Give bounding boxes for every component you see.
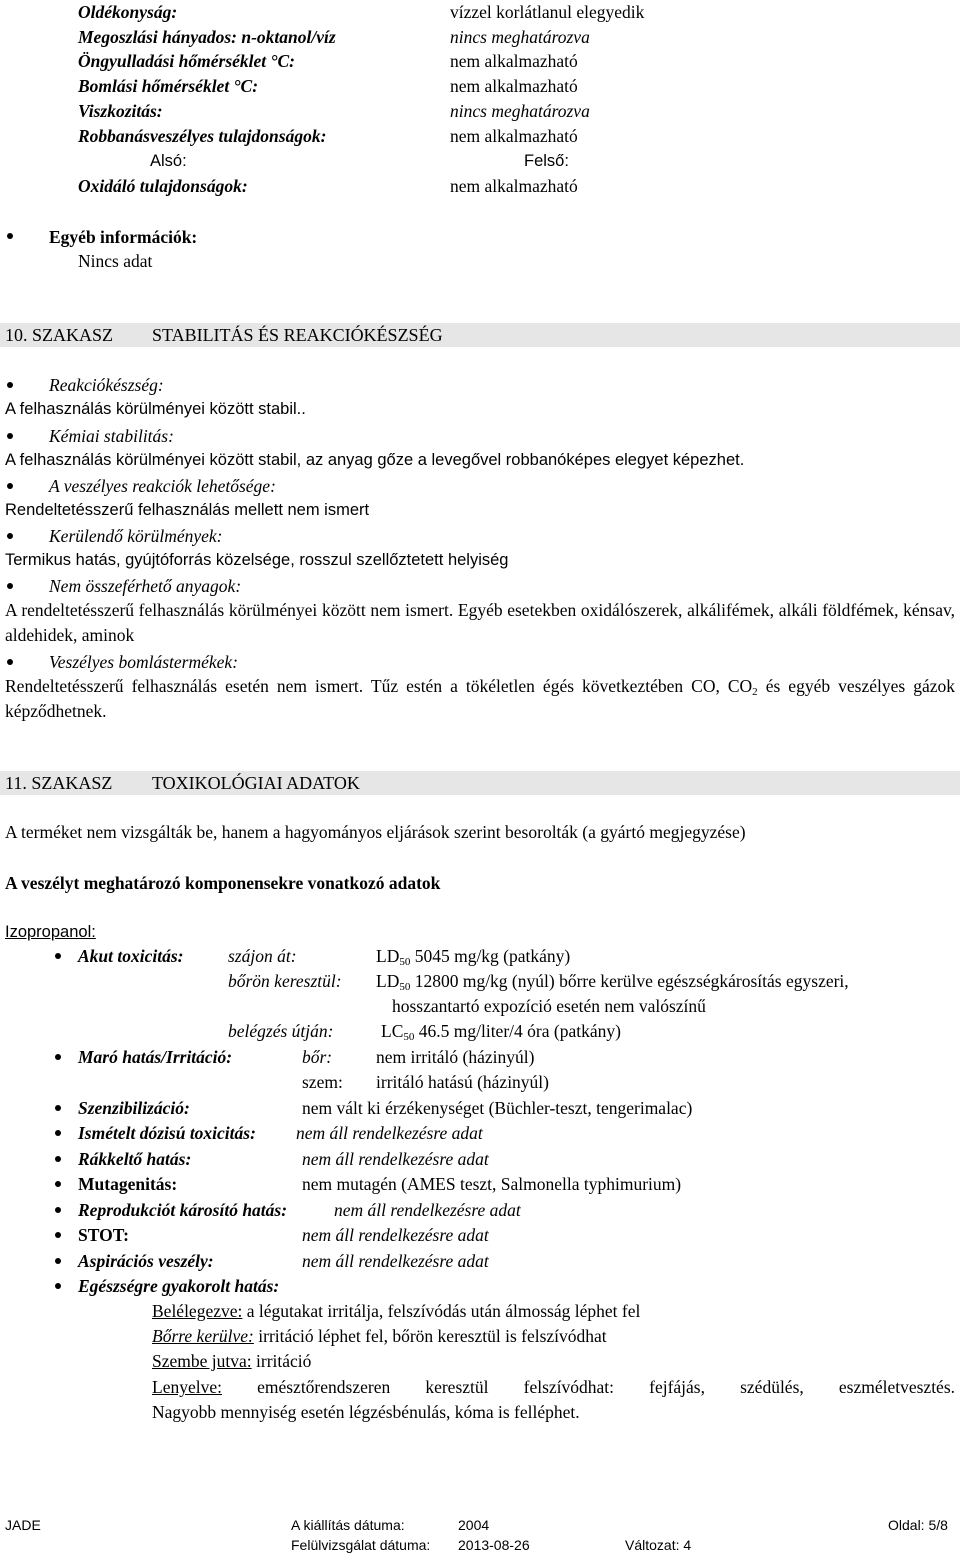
toxicology-intro: A terméket nem vizsgálták be, hanem a hagyományos eljárások szerint besorolták (a gyártó megjegyzése) (5, 822, 746, 842)
incompatible-materials-heading: Nem összeférhető anyagok: (49, 576, 242, 596)
eye-effect: Szembe jutva: irritáció (152, 1351, 312, 1371)
prop-label-solubility: Oldékonyság: (78, 2, 178, 22)
bullet-icon (55, 1156, 61, 1162)
prop-value-viscosity: nincs meghatározva (450, 101, 590, 121)
reactivity-heading: Reakciókészség: (49, 375, 164, 395)
section-11-number: 11. SZAKASZ (5, 773, 113, 793)
footer-review-value: 2013-08-26 (458, 1537, 530, 1553)
upper-limit-label: Felső: (524, 152, 569, 170)
inhalation-effect: Belélegezve: a légutakat irritálja, felszívódás után álmosság léphet fel (152, 1301, 641, 1321)
bullet-icon (7, 483, 13, 489)
bullet-icon (55, 1207, 61, 1213)
skin-route: bőr: (302, 1047, 333, 1067)
decomposition-products-text: Rendeltetésszerű felhasználás esetén nem ismert. Tűz estén a tökéletlen égés következtében CO, $CO_2$ és egyéb veszélyes gázok képződhetnek. (5, 676, 955, 721)
chemical-stability-text: A felhasználás körülményei között stabil, az anyag gőze a levegővel robbanóképes elegyet képezhet. (5, 451, 745, 469)
section-10-header (0, 323, 960, 347)
skin-effect: Bőrre kerülve: irritáció léphet fel, bőrön keresztül is felszívódhat (152, 1326, 607, 1346)
aspiration-label: Aspirációs veszély: (78, 1251, 214, 1271)
components-subheading: A veszélyt meghatározó komponensekre vonatkozó adatok (5, 873, 441, 893)
other-info-heading: Egyéb információk: (49, 227, 198, 247)
bullet-icon (7, 233, 13, 239)
stot-label: STOT: (78, 1225, 129, 1245)
reproductive-label: Reprodukciót károsító hatás: (78, 1200, 288, 1220)
skin-value: nem irritáló (házinyúl) (376, 1047, 535, 1067)
footer-issue-label: A kiállítás dátuma: (291, 1517, 405, 1533)
bullet-icon (55, 1105, 61, 1111)
inhalation-route: belégzés útján: (228, 1021, 334, 1041)
prop-label-autoignition: Öngyulladási hőmérséklet °C: (78, 51, 296, 71)
swallow-effect-cont: Nagyobb mennyiség esetén légzésbénulás, kóma is felléphet. (152, 1402, 580, 1422)
bullet-icon (7, 433, 13, 439)
mutagenicity-label: Mutagenitás: (78, 1174, 178, 1194)
lower-limit-label: Alsó: (150, 152, 187, 170)
section-10-number: 10. SZAKASZ (5, 325, 114, 345)
health-effects-label: Egészségre gyakorolt hatás: (78, 1276, 280, 1296)
bullet-icon (7, 382, 13, 388)
prop-label-explosive: Robbanásveszélyes tulajdonságok: (78, 126, 327, 146)
conditions-to-avoid-heading: Kerülendő körülmények: (49, 526, 223, 546)
bullet-icon (55, 953, 61, 959)
acute-toxicity-label: Akut toxicitás: (78, 946, 184, 966)
inhalation-value: $LC_{50}$ 46.5 mg/liter/4 óra (patkány) (381, 1021, 621, 1043)
sensitization-label: Szenzibilizáció: (78, 1098, 190, 1118)
stot-value: nem áll rendelkezésre adat (302, 1225, 489, 1245)
footer-version: Változat: 4 (625, 1537, 692, 1553)
other-info-value: Nincs adat (78, 251, 153, 271)
prop-value-decomposition: nem alkalmazható (450, 76, 578, 96)
decomposition-products-heading: Veszélyes bomlástermékek: (49, 652, 239, 672)
eye-route: szem: (302, 1072, 343, 1092)
prop-label-decomposition: Bomlási hőmérséklet °C: (78, 76, 259, 96)
bullet-icon (55, 1283, 61, 1289)
aspiration-value: nem áll rendelkezésre adat (302, 1251, 489, 1271)
bullet-icon (55, 1054, 61, 1060)
swallow-effect: Lenyelve: emésztőrendszeren keresztül felszívódhat: fejfájás, szédülés, eszméletvesztés. (152, 1377, 956, 1397)
carcinogenic-label: Rákkeltő hatás: (78, 1149, 192, 1169)
prop-value-explosive: nem alkalmazható (450, 126, 578, 146)
incompatible-materials-text: A rendeltetésszerű felhasználás körülményei között nem ismert. Egyéb esetekben oxidálószerek, alkálifémek, alkáli földfémek, kénsav, aldehidek, aminok (5, 600, 955, 645)
bullet-icon (7, 583, 13, 589)
prop-label-viscosity: Viszkozitás: (78, 101, 163, 121)
footer-company: JADE (5, 1517, 41, 1533)
dermal-value-cont: hosszantartó expozíció esetén nem valószínű (392, 996, 706, 1016)
eye-value: irritáló hatású (házinyúl) (376, 1072, 549, 1092)
section-11-title: TOXIKOLÓGIAI ADATOK (152, 773, 360, 793)
conditions-to-avoid-text: Termikus hatás, gyújtóforrás közelsége, rosszul szellőztetett helyiség (5, 551, 509, 569)
bullet-icon (55, 1258, 61, 1264)
dermal-value: $LD_{50}$ 12800 mg/kg (nyúl) bőrre kerülve egészségkárosítás egyszeri, (376, 971, 849, 993)
oral-value: $LD_{50}$ 5045 mg/kg (patkány) (376, 946, 571, 968)
reproductive-value: nem áll rendelkezésre adat (334, 1200, 521, 1220)
prop-value-autoignition: nem alkalmazható (450, 51, 578, 71)
carcinogenic-value: nem áll rendelkezésre adat (302, 1149, 489, 1169)
bullet-icon (55, 1130, 61, 1136)
footer-issue-value: 2004 (458, 1517, 490, 1533)
prop-value-oxidizing: nem alkalmazható (450, 176, 578, 196)
section-10-title: STABILITÁS ÉS REAKCIÓKÉSZSÉG (152, 325, 443, 345)
hazardous-reactions-text: Rendeltetésszerű felhasználás mellett nem ismert (5, 501, 370, 519)
prop-label-partition: Megoszlási hányados: n-oktanol/víz (78, 27, 336, 47)
repeated-dose-value: nem áll rendelkezésre adat (296, 1123, 483, 1143)
bullet-icon (55, 1232, 61, 1238)
hazardous-reactions-heading: A veszélyes reakciók lehetősége: (49, 476, 276, 496)
bullet-icon (7, 533, 13, 539)
reactivity-text: A felhasználás körülményei között stabil.. (5, 400, 306, 418)
prop-value-solubility: vízzel korlátlanul elegyedik (450, 2, 645, 22)
prop-value-partition: nincs meghatározva (450, 27, 590, 47)
mutagenicity-value: nem mutagén (AMES teszt, Salmonella typhimurium) (302, 1174, 682, 1194)
section-11-header (0, 771, 960, 795)
bullet-icon (7, 659, 13, 665)
prop-label-oxidizing: Oxidáló tulajdonságok: (78, 176, 248, 196)
sensitization-value: nem vált ki érzékenységet (Büchler-teszt, tengerimalac) (302, 1098, 693, 1118)
dermal-route: bőrön keresztül: (228, 971, 342, 991)
footer-review-label: Felülvizsgálat dátuma: (291, 1537, 431, 1553)
corrosion-label: Maró hatás/Irritáció: (78, 1047, 233, 1067)
oral-route: szájon át: (228, 946, 297, 966)
substance-name: Izopropanol: (5, 923, 96, 941)
chemical-stability-heading: Kémiai stabilitás: (49, 426, 174, 446)
repeated-dose-label: Ismételt dózisú toxicitás: (78, 1123, 256, 1143)
bullet-icon (55, 1181, 61, 1187)
footer-page-number: Oldal: 5/8 (888, 1517, 948, 1533)
